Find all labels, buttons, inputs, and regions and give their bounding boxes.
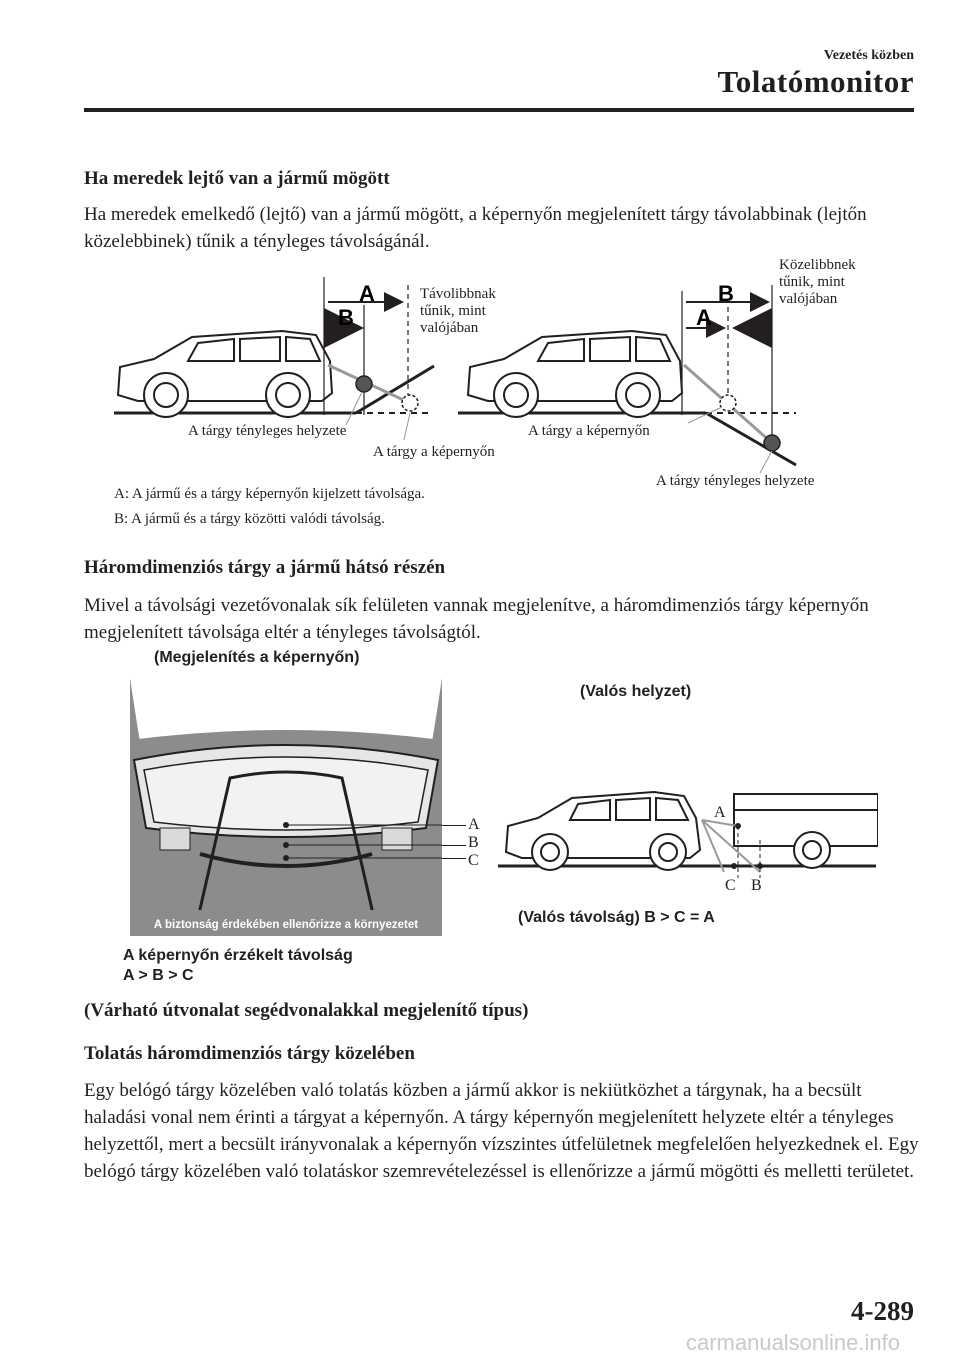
legend-a: A: A jármű és a tárgy képernyőn kijelzett távolsága. bbox=[114, 486, 425, 502]
guide-type-note: (Várható útvonalat segédvonalakkal megjelenítő típus) bbox=[84, 1000, 529, 1021]
real-label-a: A bbox=[714, 804, 726, 821]
dist-b-right: B bbox=[718, 281, 734, 306]
label-screen-right: A tárgy a képernyőn bbox=[528, 423, 650, 439]
camera-screen bbox=[130, 678, 442, 936]
real-label-b: B bbox=[751, 877, 762, 894]
screen-label-c: C bbox=[468, 852, 479, 869]
dist-b-left: B bbox=[338, 305, 354, 330]
object-paragraph: Mivel a távolsági vezetővonalak sík felületen vannak megjelenítve, a háromdimenziós tárgy képernyőn megjelenített távolsága eltér a tényleges távolságtól. bbox=[84, 595, 869, 643]
object-heading: Háromdimenziós tárgy a jármű hátsó részén bbox=[84, 557, 446, 578]
label-actual-right: A tárgy tényleges helyzete bbox=[656, 473, 815, 489]
real-scene bbox=[498, 780, 878, 896]
trailer bbox=[734, 794, 878, 868]
screen-title: (Megjelenítés a képernyőn) bbox=[154, 649, 360, 666]
legend-b: B: A jármű és a tárgy közötti valódi távolság. bbox=[114, 511, 385, 527]
screen-caption: A biztonság érdekében ellenőrizze a környezetet bbox=[153, 919, 419, 931]
watermark: carmanualsonline.info bbox=[685, 1330, 900, 1355]
header-rule bbox=[84, 108, 914, 112]
backing-heading: Tolatás háromdimenziós tárgy közelében bbox=[84, 1043, 415, 1064]
page-number: 4-289 bbox=[851, 1296, 914, 1326]
leader-b bbox=[442, 845, 466, 846]
slope-heading: Ha meredek lejtő van a jármű mögött bbox=[84, 168, 390, 189]
screen-label-a: A bbox=[468, 816, 480, 833]
note-closer: Közelibbnek tűnik, mint valójában bbox=[779, 257, 856, 307]
leader-c bbox=[442, 858, 466, 859]
dist-a-right: A bbox=[696, 305, 712, 330]
backing-paragraph: Egy belógó tárgy közelében való tolatás közben a jármű akkor is nekiütközhet a tárgynak, ha a becsült haladási vonal nem érinti a tárgyat a képernyőn. A tárgy képernyőn megjelenített helyzete eltér a tényleges helyzettől, mert a becsült irányvonalak a képernyőn vízszintes útfelületnek megfelelően helyezkednek el. Egy belógó tárgy közelében való tolatáskor szemrevételezéssel is ellenőrizze a jármű mögötti és melletti területet. bbox=[84, 1080, 919, 1182]
real-title: (Valós helyzet) bbox=[580, 683, 692, 700]
page-title: Tolatómonitor bbox=[717, 64, 914, 99]
screen-label-b: B bbox=[468, 834, 479, 851]
perceived-distance-caption: A képernyőn érzékelt távolság A > B > C bbox=[123, 947, 353, 984]
real-label-c: C bbox=[725, 877, 736, 894]
slope-paragraph: Ha meredek emelkedő (lejtő) van a jármű mögött, a képernyőn megjelenített tárgy távolabbinak (lejtőn közelebbinek) tűnik a tényleges távolságánál. bbox=[84, 204, 867, 252]
dist-a-left: A bbox=[359, 281, 375, 306]
uphill-diagram bbox=[114, 277, 434, 440]
car-right bbox=[468, 331, 682, 417]
downhill-diagram bbox=[458, 281, 796, 473]
car-left bbox=[118, 331, 332, 417]
section-title: Vezetés közben bbox=[823, 48, 914, 63]
leader-a bbox=[442, 825, 466, 826]
label-actual-left: A tárgy tényleges helyzete bbox=[188, 423, 347, 439]
note-farther: Távolibbnak tűnik, mint valójában bbox=[420, 286, 496, 336]
real-distance-caption: (Valós távolság) B > C = A bbox=[518, 909, 715, 926]
car-real bbox=[506, 792, 700, 870]
label-screen-left: A tárgy a képernyőn bbox=[373, 444, 495, 460]
